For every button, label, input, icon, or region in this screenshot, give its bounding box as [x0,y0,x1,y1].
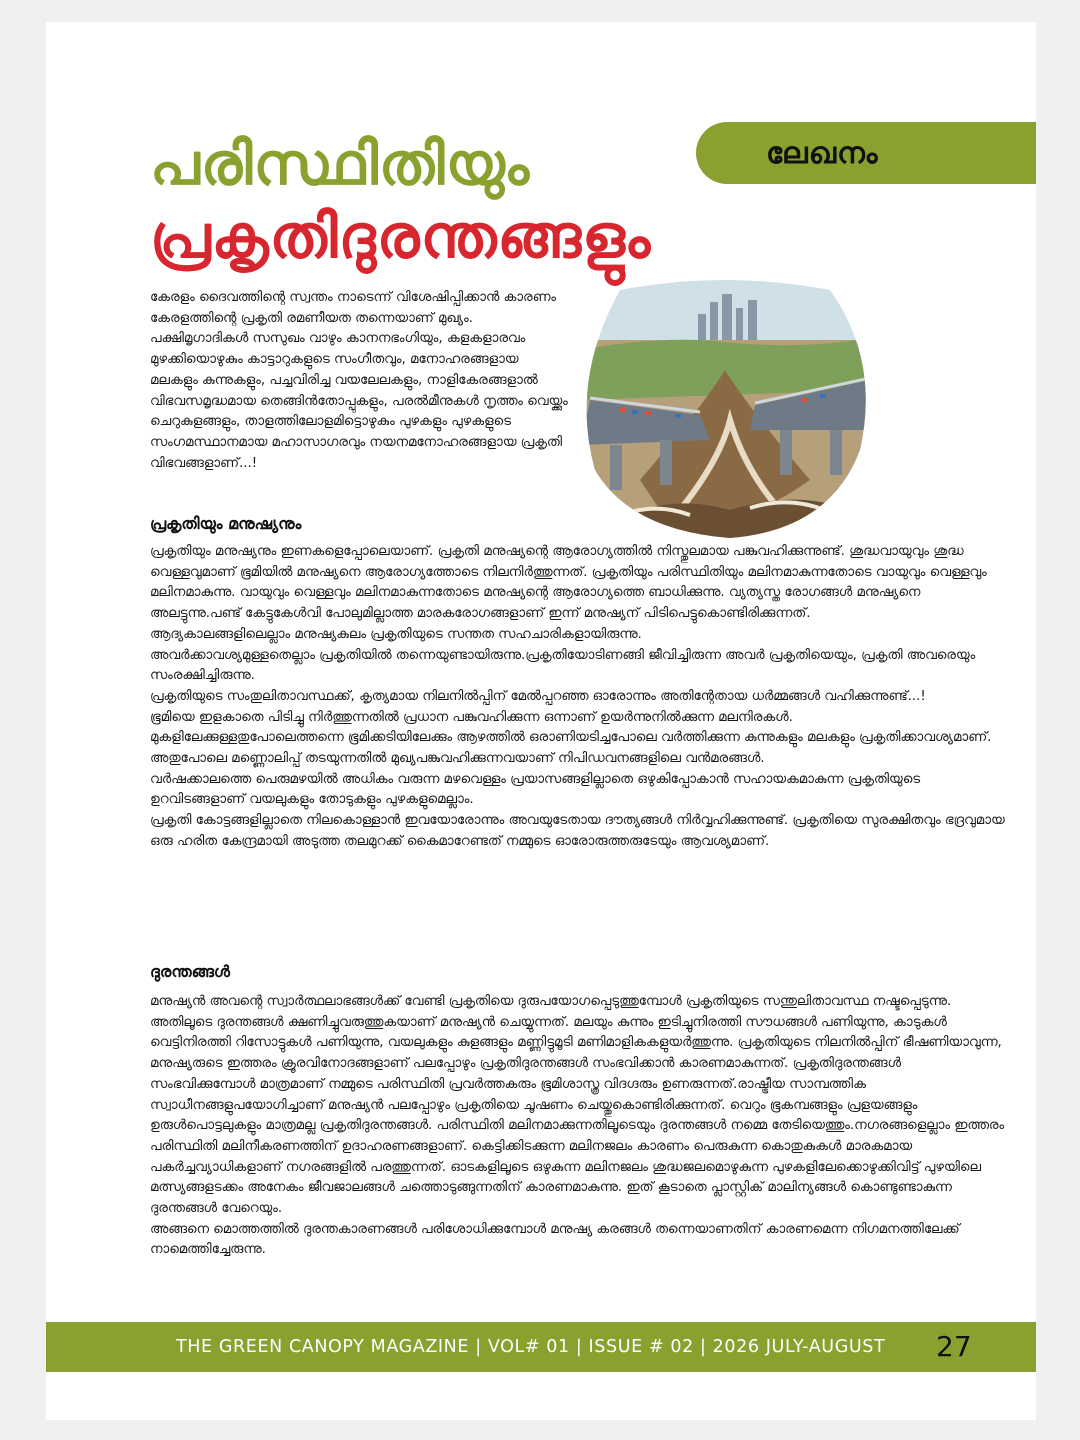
article-title-line1: പരിസ്ഥിതിയും [150,130,531,198]
body-paragraph: പ്രകൃതിയുടെ സംതുലിതാവസ്ഥക്ക്, കൃത്യമായ നിലനിൽപ്പിന് മേൽപ്പറഞ്ഞ ഓരോന്നും അതിന്റേതായ ധർമ്മങ്ങൾ വഹിക്കുന്നുണ്ട്...! [150,688,926,704]
flood-illustration [580,280,870,540]
section-heading-disasters: ദുരന്തങ്ങൾ [150,962,230,981]
article-title-line2: പ്രകൃതിദുരന്തങ്ങളും [150,202,652,272]
body-paragraph: മനുഷ്യൻ അവന്റെ സ്വാർത്ഥലാഭങ്ങൾക്ക് വേണ്ടി പ്രകൃതിയെ ദുരുപയോഗപ്പെടുത്തുമ്പോൾ പ്രകൃതിയുടെ സന്തുലിതാവസ്ഥ നഷ്ടപ്പെടുന്നു. അതിലൂടെ ദുരന്തങ്ങൾ ക്ഷണിച്ചുവരുത്തുകയാണ് മനുഷ്യൻ ചെയ്യുന്നത്. മലയും കുന്നും ഇടിച്ചുനിരത്തി സൗധങ്ങൾ പണിയുന്നു, കാടുകൾ വെട്ടിനിരത്തി റിസോട്ടുകൾ പണിയുന്നു, വയലുകളും കുളങ്ങളും മണ്ണിട്ടുമൂടി മണിമാളികകളുയർത്തുന്നു. പ്രകൃതിയുടെ നിലനിൽപ്പിന് ഭീഷണിയാവുന്ന, മനുഷ്യരുടെ ഇത്തരം ക്രൂരവിനോദങ്ങളാണ് പലപ്പോഴും പ്രകൃതിദുരന്തങ്ങൾ സംഭവിക്കാൻ കാരണമാകുന്നത്. പ്രകൃതിദുരന്തങ്ങൾ സംഭവിക്കുമ്പോൾ മാത്രമാണ് നമ്മുടെ പരിസ്ഥിതി പ്രവർത്തകരും ഭൂമിശാസ്ത്ര വിദഗ്ദരും ഉണരുന്നത്.രാഷ്ട്രീയ സാമ്പത്തിക സ്വാധീനങ്ങളുപയോഗിച്ചാണ് മനുഷ്യൻ പലപ്പോഴും പ്രകൃതിയെ ചൂഷണം ചെയ്തുകൊണ്ടിരിക്കുന്നത്. വെറും ഭൂകമ്പങ്ങളും പ്രളയങ്ങളും ഉരുൾപൊട്ടലുകളും മാത്രമല്ല പ്രകൃതിദുരന്തങ്ങൾ. പരിസ്ഥിതി മലിനമാക്കുന്നതിലൂടെയും ദുരന്തങ്ങൾ നമ്മെ തേടിയെത്തും.നഗരങ്ങളെല്ലാം ഇത്തരം പരിസ്ഥിതി മലിനീകരണത്തിന് ഉദാഹരണങ്ങളാണ്. കെട്ടിക്കിടക്കുന്ന മലിനജലം കാരണം പെരുകുന്ന കൊതുകുകൾ മാരകമായ പകർച്ചവ്യാധികളാണ് നഗരങ്ങളിൽ പരത്തുന്നത്. ഓടകളിലൂടെ ഒഴുകുന്ന മലിനജലം ശുദ്ധജലമൊഴുകുന്ന പുഴകളിലേക്കൊഴുക്കിവിട്ട് പുഴയിലെ മത്സ്യങ്ങളടക്കം അനേകം ജീവജാലങ്ങൾ ചത്തൊടുങ്ങുന്നതിന് കാരണമാകുന്നു. ഇത് കൂടാതെ പ്ലാസ്റ്റിക് മാലിന്യങ്ങൾ കൊണ്ടുണ്ടാകുന്ന ദുരന്തങ്ങൾ വേറെയും. [150,994,1005,1217]
body-paragraph: പ്രകൃതി കോട്ടങ്ങളില്ലാതെ നിലകൊള്ളാൻ ഇവയോരോന്നും അവയുടേതായ ദൗത്യങ്ങൾ നിർവ്വഹിക്കുന്നുണ്ട്. പ്രകൃതിയെ സുരക്ഷിതവും ഭദ്രവുമായ ഒരു ഹരിത കേന്ദ്രമായി അടുത്ത തലമുറക്ക് കൈമാറേണ്ടത് നമ്മുടെ ഓരോരുത്തരുടേയും ആവശ്യമാണ്. [150,813,1005,849]
section-heading-nature-and-humans: പ്രകൃതിയും മനുഷ്യനും [150,514,302,533]
footer-magazine-info: THE GREEN CANOPY MAGAZINE | VOL# 01 | ISSUE # 02 | 2026 JULY-AUGUST [176,1337,886,1357]
body-paragraph: ആദ്യകാലങ്ങളിലെല്ലാം മനുഷ്യകുലം പ്രകൃതിയുടെ സന്തത സഹചാരികളായിരുന്നു. [150,626,642,642]
footer-bar [46,1322,1036,1372]
body-paragraph: അവർക്കാവശ്യമുള്ളതെല്ലാം പ്രകൃതിയിൽ തന്നെയുണ്ടായിരുന്നു.പ്രകൃതിയോടിണങ്ങി ജീവിച്ചിരുന്ന അവർ പ്രകൃതിയെയും, പ്രകൃതി അവരെയും സംരക്ഷിച്ചിരുന്നു. [150,647,976,684]
intro-text [150,288,570,474]
section-tag-label: ലേഖനം [766,135,879,171]
section-tag [696,122,1036,184]
page-number: 27 [936,1330,972,1363]
body-paragraph: അങ്ങനെ മൊത്തത്തിൽ ദുരന്തകാരണങ്ങൾ പരിശോധിക്കുമ്പോൾ മനുഷ്യ കരങ്ങൾ തന്നെയാണതിന് കാരണമെന്ന നിഗമനത്തിലേക്ക് നാമെത്തിച്ചേരുന്നു. [150,1221,960,1258]
intro-paragraph: കേരളം ദൈവത്തിന്റെ സ്വന്തം നാടെന്ന് വിശേഷിപ്പിക്കാൻ കാരണം കേരളത്തിന്റെ പ്രകൃതി രമണീയത തന്നെയാണ് മുഖ്യം. [150,290,557,326]
intro-paragraph: പക്ഷിമൃഗാദികൾ സസുഖം വാഴും കാനനഭംഗിയും, കളകളാരവം മുഴക്കിയൊഴുകും കാട്ടാറുകളുടെ സംഗീതവും, മനോഹരങ്ങളായ മലകളും കുന്നുകളും, പച്ചവിരിച്ച വയലേലകളും, നാളികേരങ്ങളാൽ വിഭവസമൃദ്ധമായ തെങ്ങിൻതോപ്പുകളും, പരൽമീനുകൾ നൃത്തം വെയ്ക്കും ചെറുകുളങ്ങളും, താളത്തിലോളമിട്ടൊഴുകും പുഴകളും പുഴകളുടെ സംഗമസ്ഥാനമായ മഹാസാഗരവും നയനമനോഹരങ്ങളായ പ്രകൃതി വിഭവങ്ങളാണ്...! [150,331,568,471]
body-paragraph: വർഷക്കാലത്തെ പെരുമഴയിൽ അധികം വരുന്ന മഴവെള്ളം പ്രയാസങ്ങളില്ലാതെ ഒഴുകിപ്പോകാൻ സഹായകമാകുന്ന പ്രകൃതിയുടെ ഉറവിടങ്ങളാണ് വയലുകളും തോടുകളും പുഴകളുമെല്ലാം. [150,771,921,808]
section2-body [150,992,1010,1261]
magazine-page [46,22,1036,1420]
section1-body [150,542,1010,853]
body-paragraph: മുകളിലേക്കുള്ളതുപോലെത്തന്നെ ഭൂമിക്കടിയിലേക്കും ആഴത്തിൽ ഒരാണിയടിച്ചപോലെ വർത്തിക്കുന്ന കുന്നുകളും മലകളും പ്രകൃതിക്കാവശ്യമാണ്. അതുപോലെ മണ്ണൊലിപ്പ് തടയുന്നതിൽ മുഖ്യപങ്കുവഹിക്കുന്നവയാണ് നിപിഡവനങ്ങളിലെ വൻമരങ്ങൾ. [150,730,992,767]
body-paragraph: ഭൂമിയെ ഇളകാതെ പിടിച്ചു നിർത്തുന്നതിൽ പ്രധാന പങ്കുവഹിക്കുന്ന ഒന്നാണ് ഉയർന്നുനിൽക്കുന്ന മലനിരകൾ. [150,709,793,725]
body-paragraph: പ്രകൃതിയും മനുഷ്യനും ഇണകളെപ്പോലെയാണ്. പ്രകൃതി മനുഷ്യന്റെ ആരോഗ്യത്തിൽ നിസ്തുലമായ പങ്കുവഹിക്കുന്നുണ്ട്. ശുദ്ധവായുവും ശുദ്ധ വെള്ളവുമാണ് ഭൂമിയിൽ മനുഷ്യനെ ആരോഗ്യത്തോടെ നിലനിർത്തുന്നത്. പ്രകൃതിയും പരിസ്ഥിതിയും മലിനമാകുന്നതോടെ വായുവും വെള്ളവും മലിനമാകുന്നു. വായുവും വെള്ളവും മലിനമാകുന്നതോടെ മനുഷ്യന്റെ ആരോഗ്യത്തെ ബാധിക്കുന്നു. വ്യത്യസ്ത രോഗങ്ങൾ മനുഷ്യനെ അലട്ടുന്നു.പണ്ട് കേട്ടുകേൾവി പോലുമില്ലാത്ത മാരകരോഗങ്ങളാണ് ഇന്ന് മനുഷ്യന് പിടിപെട്ടുകൊണ്ടിരിക്കുന്നത്. [150,544,987,622]
